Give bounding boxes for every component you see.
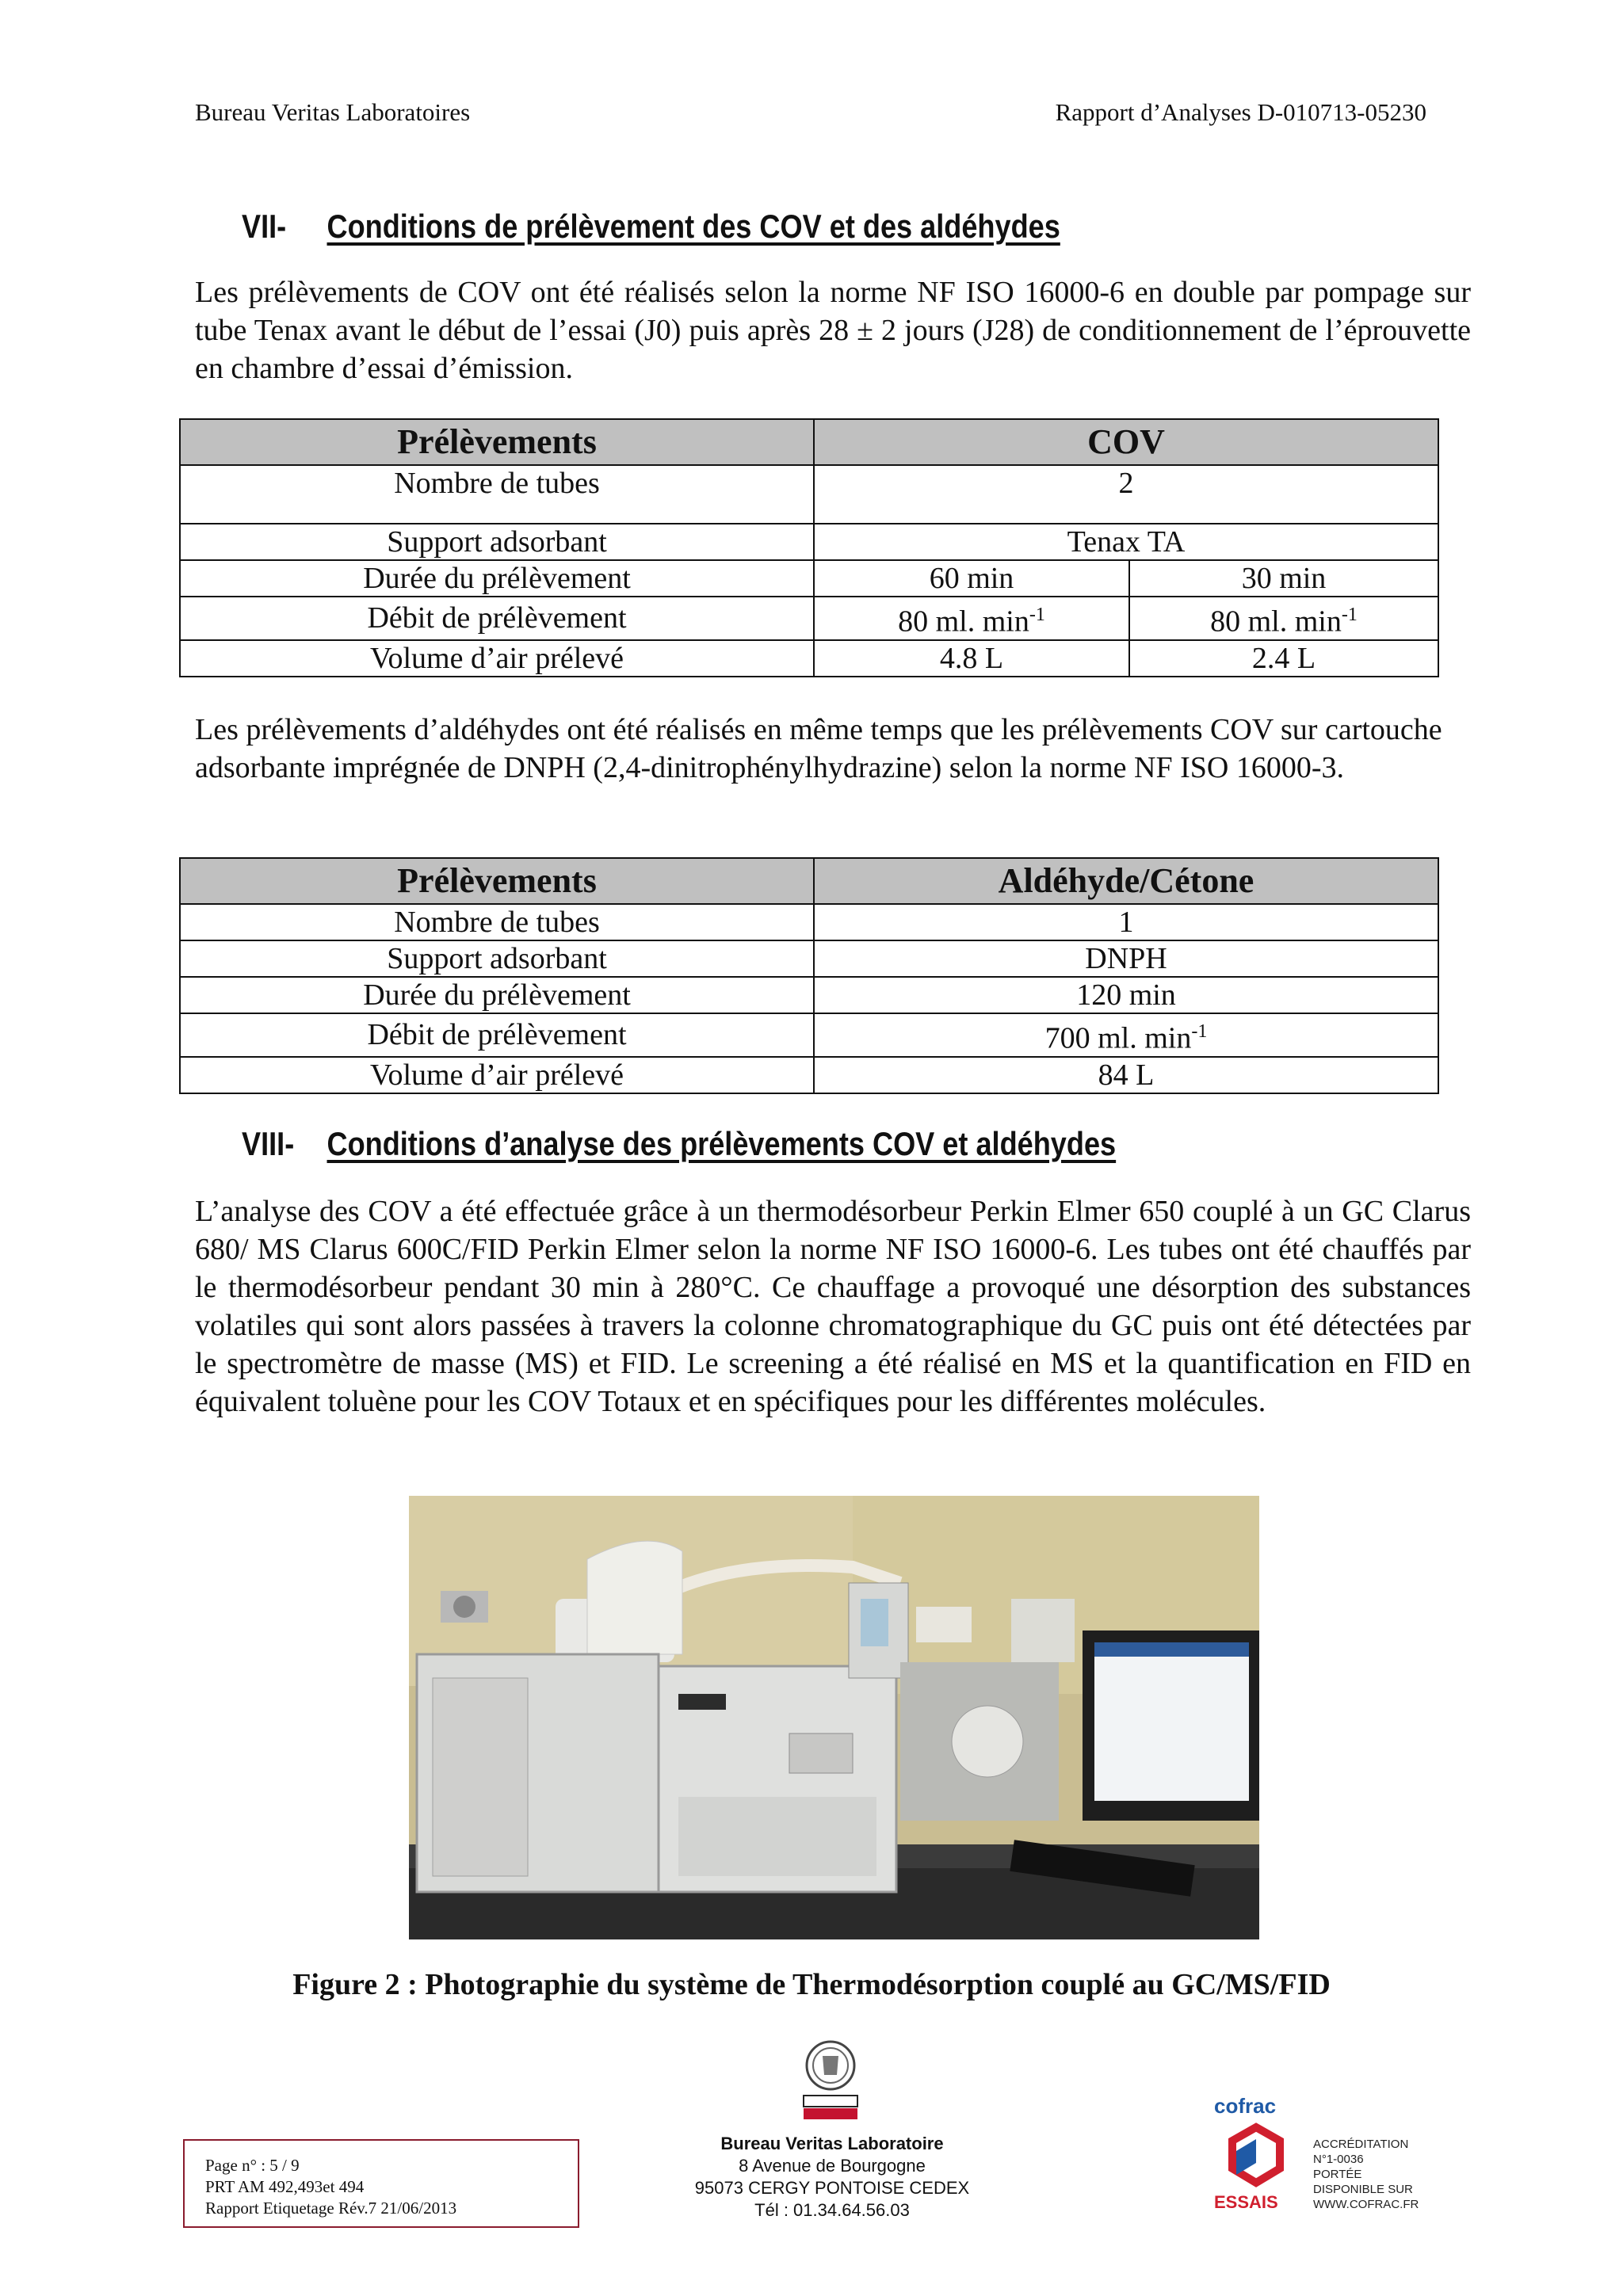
table-cell: Tenax TA <box>814 524 1438 560</box>
section-7-heading <box>242 208 1060 246</box>
table-row <box>180 524 1438 560</box>
flow-rate-exponent: -1 <box>1029 605 1045 625</box>
table-row <box>180 640 1438 677</box>
table-row <box>180 465 1438 524</box>
accreditation-line: ACCRÉDITATION <box>1313 2138 1409 2151</box>
footer-page-box <box>183 2139 579 2228</box>
bureau-veritas-logo <box>799 2040 862 2126</box>
table-cell: 4.8 L <box>814 640 1129 677</box>
table-cell: DNPH <box>814 940 1438 977</box>
table-header-row <box>180 419 1438 465</box>
table-header-cell: COV <box>814 419 1438 465</box>
table-cell: 30 min <box>1129 560 1438 597</box>
section-8-number: VIII- <box>242 1125 295 1162</box>
table-header-cell: Aldéhyde/Cétone <box>814 858 1438 904</box>
table-row <box>180 1013 1438 1057</box>
section-7-paragraph: Les prélèvements de COV ont été réalisés selon la norme NF ISO 16000-6 en double par pompage sur tube Tenax avant le début de l’essai (J0) puis après 28 ± 2 jours (J28) de conditionnement de l’éprouvette en chambre d’essai d’émission. <box>195 276 1471 385</box>
accreditation-line: PORTÉE <box>1313 2168 1362 2181</box>
table-cell <box>1129 597 1438 640</box>
accreditation-text <box>1313 2137 1419 2212</box>
accreditation-line: WWW.COFRAC.FR <box>1313 2198 1419 2211</box>
table-cell: 1 <box>814 904 1438 940</box>
table-header-cell: Prélèvements <box>180 858 814 904</box>
table-cell: Durée du prélèvement <box>180 977 814 1013</box>
table-row <box>180 560 1438 597</box>
table-cell: 60 min <box>814 560 1129 597</box>
table-cell: Volume d’air prélevé <box>180 1057 814 1093</box>
cov-sampling-table <box>179 418 1439 677</box>
footer-form-revision: Rapport Etiquetage Rév.7 21/06/2013 <box>205 2199 457 2218</box>
footer-lab-name: Bureau Veritas Laboratoire <box>720 2134 944 2153</box>
footer-address-line-2: 95073 CERGY PONTOISE CEDEX <box>694 2178 970 2198</box>
table-row <box>180 597 1438 640</box>
table-cell: 2.4 L <box>1129 640 1438 677</box>
gc-ms-system-photo <box>409 1496 1259 1939</box>
footer-lab-address <box>650 2133 1014 2222</box>
cofrac-logo <box>1212 2096 1300 2214</box>
section-8-heading <box>242 1125 1116 1163</box>
aldehyde-sampling-table <box>179 857 1439 1094</box>
flow-rate-value: 80 ml. min <box>1210 605 1342 639</box>
section-8-title: Conditions d’analyse des prélèvements COV et aldéhydes <box>327 1125 1117 1162</box>
table-cell: Débit de prélèvement <box>180 597 814 640</box>
svg-text:cofrac: cofrac <box>1214 2096 1277 2118</box>
section-7-number: VII- <box>242 208 287 245</box>
table-row <box>180 977 1438 1013</box>
table-cell: 84 L <box>814 1057 1438 1093</box>
header-report-number: Rapport d’Analyses D-010713-05230 <box>1055 98 1426 126</box>
table-cell: Durée du prélèvement <box>180 560 814 597</box>
section-8-paragraph: L’analyse des COV a été effectuée grâce à un thermodésorbeur Perkin Elmer 650 couplé à un GC Clarus 680/ MS Clarus 600C/FID Perkin Elmer selon la norme NF ISO 16000-6. Les tubes ont été chauffés par le thermodésorbeur pendant 30 min à 280°C. Ce chauffage a provoqué une désorption des substances volatiles qui sont alors passées à travers la colonne chromatographique du GC puis ont été détectées par le spectromètre de masse (MS) et FID. Le screening a été réalisé en MS et la quantification en FID en équivalent toluène pour les COV Totaux et en spécifiques pour les différentes molécules. <box>195 1195 1471 1418</box>
section-7-title: Conditions de prélèvement des COV et des aldéhydes <box>327 208 1060 245</box>
flow-rate-exponent: -1 <box>1341 605 1358 625</box>
table-cell: 120 min <box>814 977 1438 1013</box>
table-cell: Débit de prélèvement <box>180 1013 814 1057</box>
accreditation-line: N°1-0036 <box>1313 2153 1364 2166</box>
table-cell <box>814 597 1129 640</box>
header-lab-name: Bureau Veritas Laboratoires <box>195 98 471 126</box>
svg-text:ESSAIS: ESSAIS <box>1214 2192 1278 2212</box>
flow-rate-value: 80 ml. min <box>898 605 1029 639</box>
footer-page-number: Page n° : 5 / 9 <box>205 2156 300 2175</box>
table-cell: Nombre de tubes <box>180 465 814 524</box>
table-cell: Nombre de tubes <box>180 904 814 940</box>
footer-address-line-1: 8 Avenue de Bourgogne <box>739 2156 926 2176</box>
aldehyde-paragraph: Les prélèvements d’aldéhydes ont été réalisés en même temps que les prélèvements COV sur cartouche adsorbante imprégnée de DNPH (2,4-dinitrophénylhydrazine) selon la norme NF ISO 16000-3. <box>195 713 1442 784</box>
table-row <box>180 940 1438 977</box>
table-cell: Support adsorbant <box>180 524 814 560</box>
table-cell: Support adsorbant <box>180 940 814 977</box>
accreditation-line: DISPONIBLE SUR <box>1313 2183 1413 2196</box>
footer-phone: Tél : 01.34.64.56.03 <box>754 2200 910 2220</box>
figure-caption: Figure 2 : Photographie du système de Thermodésorption couplé au GC/MS/FID <box>292 1968 1331 2001</box>
flow-rate-value: 700 ml. min <box>1044 1021 1192 1055</box>
table-cell <box>814 1013 1438 1057</box>
table-row <box>180 1057 1438 1093</box>
table-header-row <box>180 858 1438 904</box>
table-header-cell: Prélèvements <box>180 419 814 465</box>
footer-reference: PRT AM 492,493et 494 <box>205 2177 365 2196</box>
flow-rate-exponent: -1 <box>1191 1021 1208 1042</box>
table-row <box>180 904 1438 940</box>
table-cell: 2 <box>814 465 1438 524</box>
table-cell: Volume d’air prélevé <box>180 640 814 677</box>
